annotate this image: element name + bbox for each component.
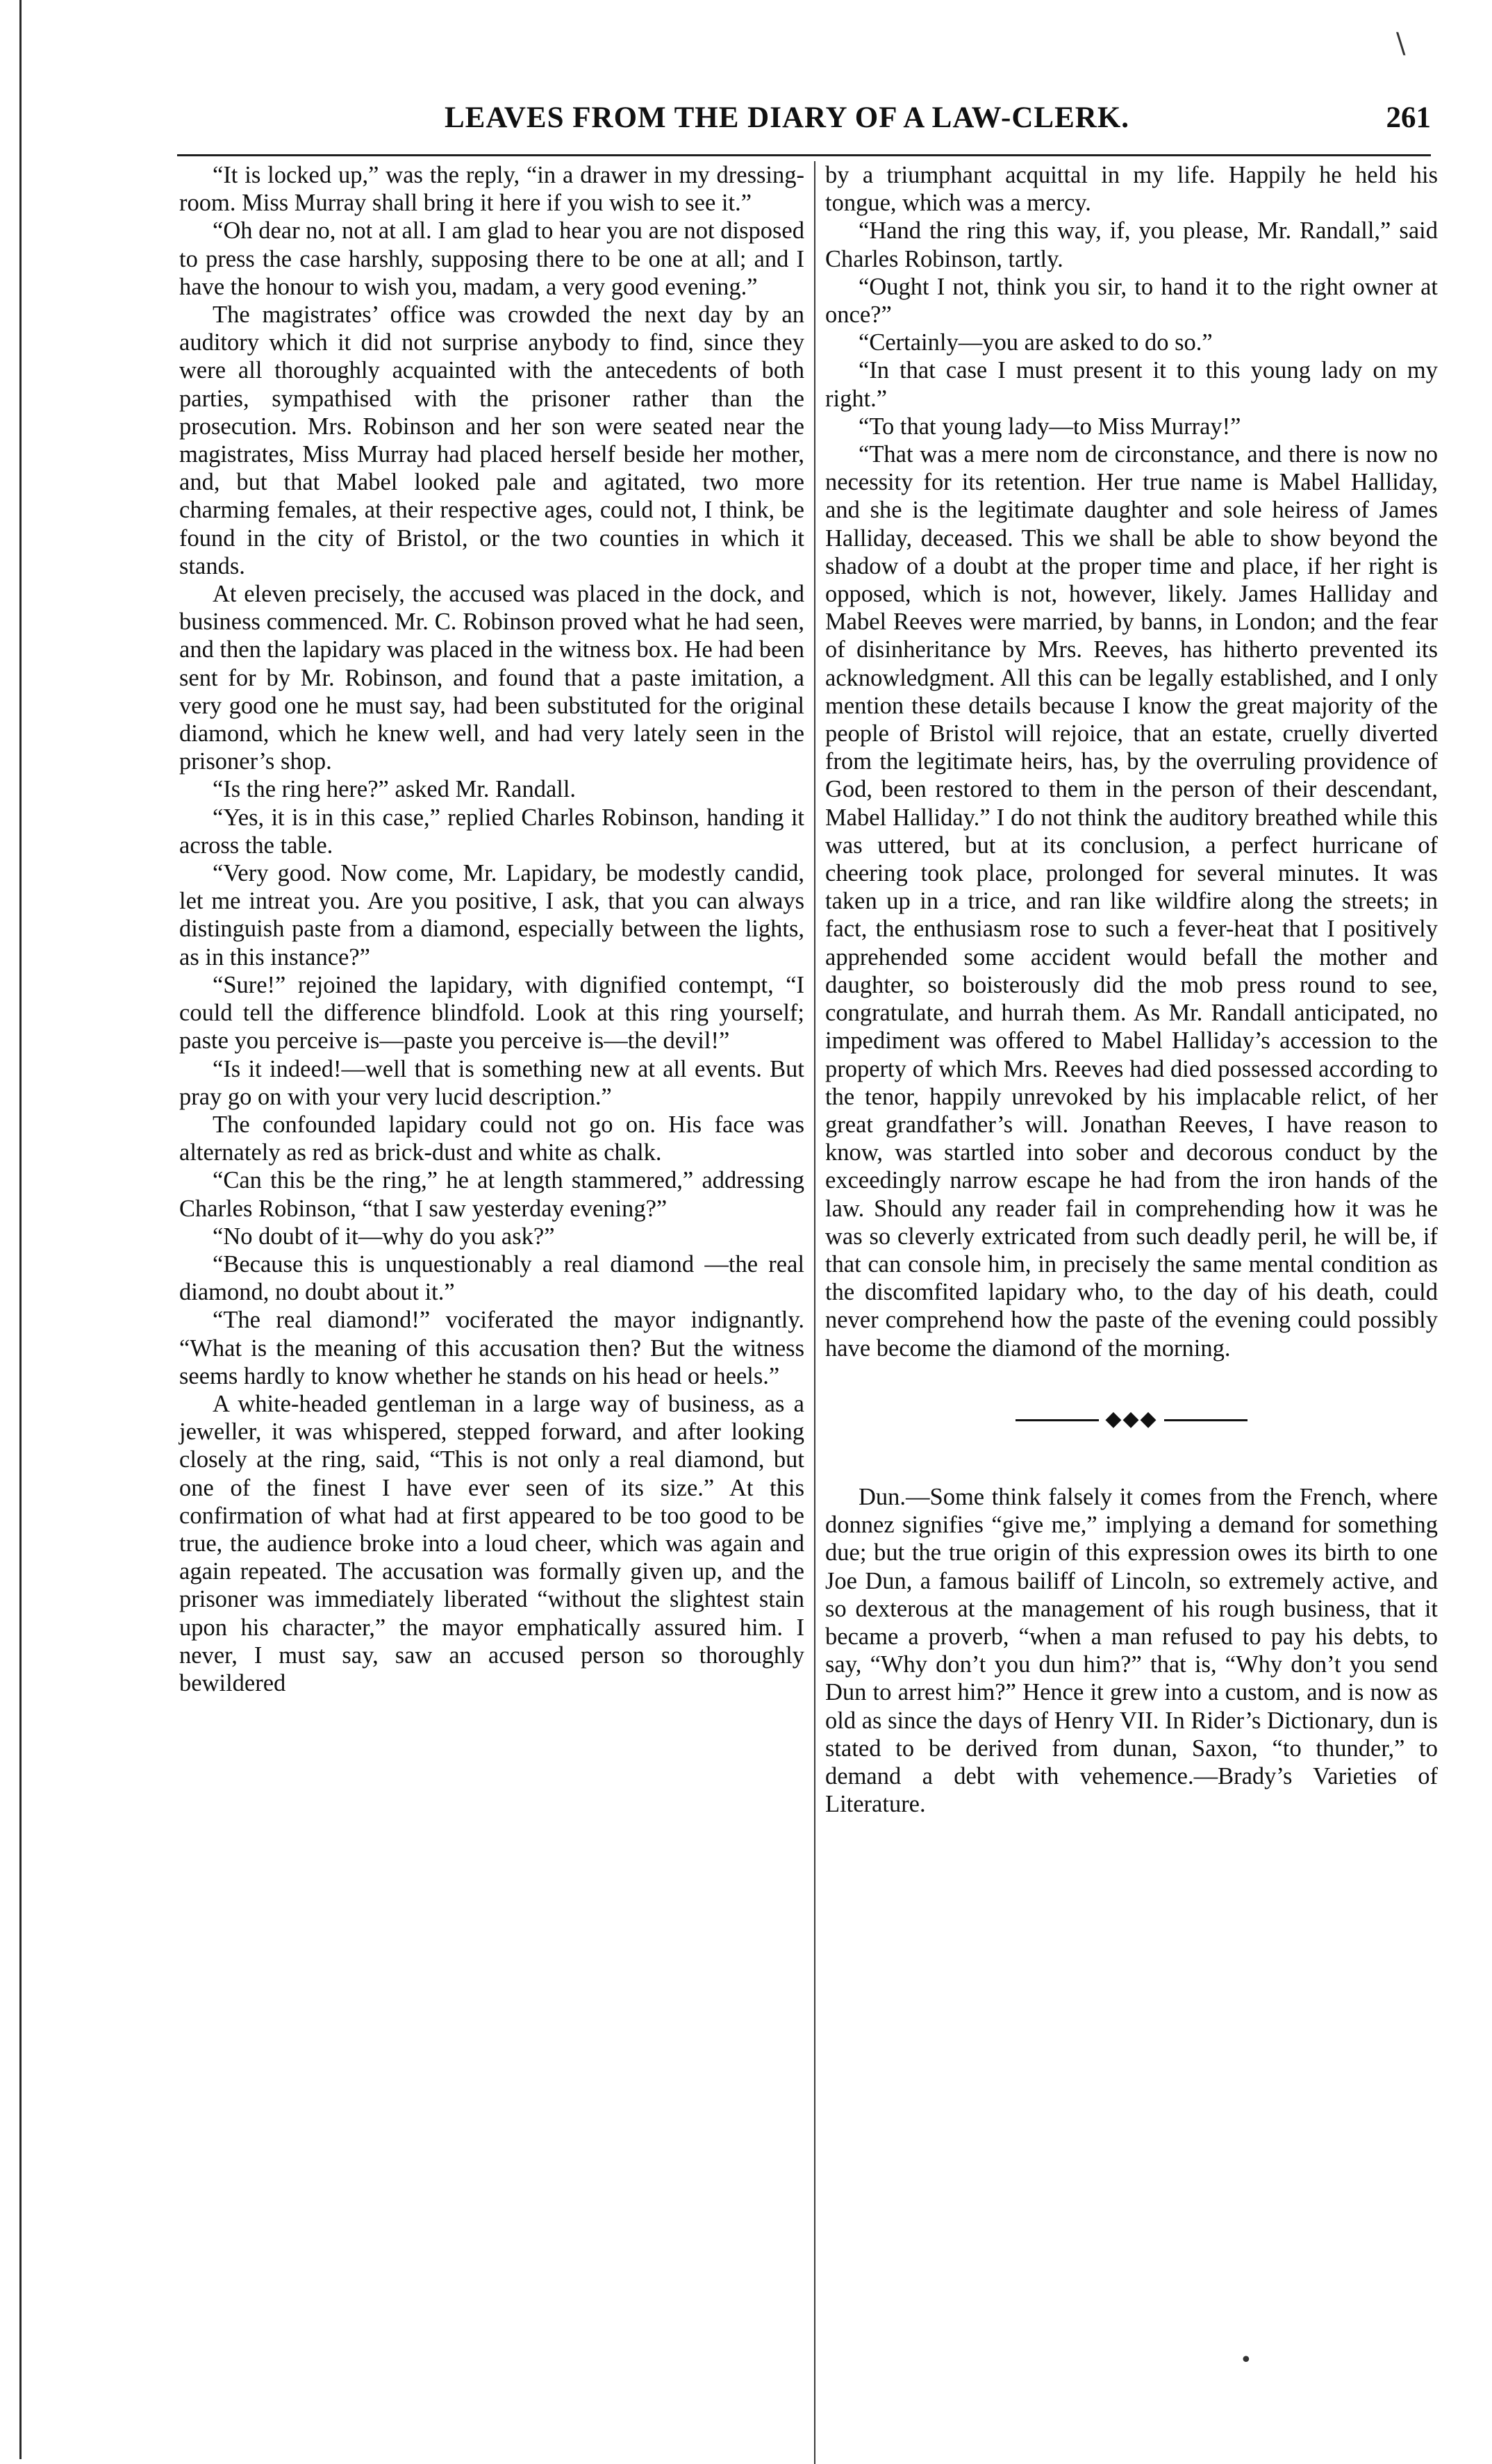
- paragraph: “Ought I not, think you sir, to hand it to the right owner at once?”: [825, 273, 1438, 329]
- paragraph: “No doubt of it—why do you ask?”: [213, 1223, 555, 1250]
- paragraph: “Certainly—you are asked to do so.”: [859, 329, 1213, 356]
- paragraph: “Sure!” rejoined the lapidary, with dignified contempt, “I could tell the difference blindfold. Look at this ring yourself; paste you perceive is—paste you perceive is—the devil!”: [179, 971, 804, 1055]
- paragraph-dun-article: Dun.—Some think falsely it comes from the French, where donnez signifies “give me,” implying a demand for something due; but the true origin of this expression owes its birth to one Joe Dun, a famous bailiff of Lincoln, so extremely active, and so dexterous at the management of his rough business, that it became a proverb, “when a man refused to pay his debts, to say, “Why don’t you dun him?” that is, “Why don’t you send Dun to arrest him?” Hence it grew into a custom, and is now as old as since the days of Henry VII. In Rider’s Dictionary, dun is stated to be derived from dunan, Saxon, “to thunder,” to demand a debt with vehemence.—Brady’s Varieties of Literature.: [825, 1483, 1438, 1818]
- column-divider: [814, 161, 815, 2464]
- paragraph: “It is locked up,” was the reply, “in a drawer in my dressing-room. Miss Murray shall bring it here if you wish to see it.”: [179, 162, 804, 217]
- ornament-line-left: [1016, 1419, 1099, 1421]
- paragraph: “In that case I must present it to this young lady on my right.”: [825, 357, 1438, 412]
- paragraph: “Oh dear no, not at all. I am glad to hear you are not disposed to press the case harshly, supposing there to be one at all; and I have the honour to wish you, madam, a very good evening.”: [179, 217, 804, 300]
- running-title: LEAVES FROM THE DIARY OF A LAW-CLERK.: [445, 101, 1130, 134]
- paragraph: “Can this be the ring,” he at length stammered,” addressing Charles Robinson, “that I saw yesterday evening?”: [179, 1167, 804, 1222]
- page-number: 261: [1386, 101, 1431, 134]
- stray-mark-top: \: [1396, 28, 1406, 60]
- right-column: [825, 161, 1438, 1818]
- paragraph: by a triumphant acquittal in my life. Happily he held his tongue, which was a mercy.: [825, 162, 1438, 217]
- page-edge-line: [19, 0, 22, 2459]
- page-header: [445, 101, 1431, 142]
- paragraph: The magistrates’ office was crowded the next day by an auditory which it did not surprise anybody to find, since they were all thoroughly acquainted with the antecedents of both parties, sympathised with the prisoner rather than the prosecution. Mrs. Robinson and her son were seated near the magistrates, Miss Murray had placed herself beside her mother, and, but that Mabel looked pale and agitated, two more charming females, at their respective ages, could not, I think, be found in the city of Bristol, or the two counties in which it stands.: [179, 301, 804, 579]
- ornament-diamonds: ◆◆◆: [1105, 1407, 1158, 1430]
- paragraph: “Yes, it is in this case,” replied Charles Robinson, handing it across the table.: [179, 804, 804, 859]
- paragraph: “To that young lady—to Miss Murray!”: [859, 413, 1241, 440]
- section-ornament: [825, 1405, 1438, 1433]
- left-column: [179, 161, 804, 1697]
- paragraph: “Because this is unquestionably a real diamond —the real diamond, no doubt about it.”: [179, 1250, 804, 1306]
- paragraph: “Is the ring here?” asked Mr. Randall.: [213, 776, 577, 803]
- paragraph: “That was a mere nom de circonstance, and there is now no necessity for its retention. Her true name is Mabel Halliday, and she is the legitimate daughter and sole heiress of James Halliday, deceased. This we shall be able to show beyond the shadow of a doubt at the proper time and place, if her right is opposed, which is not, however, likely. James Halliday and Mabel Reeves were married, by banns, in London; and the fear of disinheritance by Mrs. Reeves, has hitherto prevented its acknowledgment. All this can be legally established, and I only mention these details because I know the great majority of the people of Bristol will rejoice, that an estate, cruelly diverted from the legitimate heirs, has, by the overruling providence of God, been restored to them in the person of their descendant, Mabel Halliday.” I do not think the auditory breathed while this was uttered, but at its conclusion, a perfect hurricane of cheering took place, prolonged for several minutes. It was taken up in a trice, and ran like wildfire along the streets; in fact, the enthusiasm rose to such a fever-heat that I positively apprehended some accident would befall the mother and daughter, so boisterously did the mob press round to see, congratulate, and hurrah them. As Mr. Randall anticipated, no impediment was offered to Mabel Halliday’s accession to the property of which Mrs. Reeves had died possessed according to the tenor, happily unrevoked by his implacable relict, of her great grandfather’s will. Jonathan Reeves, I have reason to know, was startled into sober and decorous conduct by the exceedingly narrow escape he had from the iron hands of the law. Should any reader fail in comprehending how it was he was so cleverly extricated from such deadly peril, he will be, if that can console him, in precisely the same mental condition as the discomfited lapidary who, to the day of his death, could never comprehend how the paste of the evening could possibly have become the diamond of the morning.: [825, 441, 1438, 1362]
- paragraph: “Hand the ring this way, if, you please, Mr. Randall,” said Charles Robinson, tartly.: [825, 217, 1438, 272]
- ornament-line-right: [1164, 1419, 1248, 1421]
- paragraph: “Is it indeed!—well that is something new at all events. But pray go on with your very lucid description.”: [179, 1055, 804, 1110]
- stray-bullet-bottom: •: [1240, 2348, 1252, 2372]
- paragraph: “Very good. Now come, Mr. Lapidary, be modestly candid, let me intreat you. Are you positive, I ask, that you can always distinguish paste from a diamond, especially between the lights, as in this instance?”: [179, 860, 804, 970]
- paragraph: The confounded lapidary could not go on. His face was alternately as red as brick-dust and white as chalk.: [179, 1111, 804, 1166]
- header-rule: [177, 154, 1431, 156]
- paragraph: At eleven precisely, the accused was placed in the dock, and business commenced. Mr. C. Robinson proved what he had seen, and then the lapidary was placed in the witness box. He had been sent for by Mr. Robinson, and found that a paste imitation, a very good one he must say, had been substituted for the original diamond, which he knew well, and had very lately seen in the prisoner’s shop.: [179, 581, 804, 775]
- paragraph: A white-headed gentleman in a large way of business, as a jeweller, it was whispered, stepped forward, and after looking closely at the ring, said, “This is not only a real diamond, but one of the finest I have ever seen of its size.” At this confirmation of what had at first appeared to be too good to be true, the audience broke into a loud cheer, which was again and again repeated. The accusation was formally given up, and the prisoner was immediately liberated “without the slightest stain upon his character,” the mayor emphatically assured him. I never, I must say, saw an accused person so thoroughly bewildered: [179, 1390, 804, 1696]
- paragraph: “The real diamond!” vociferated the mayor indignantly. “What is the meaning of this accusation then? But the witness seems hardly to know whether he stands on his head or heels.”: [179, 1307, 804, 1389]
